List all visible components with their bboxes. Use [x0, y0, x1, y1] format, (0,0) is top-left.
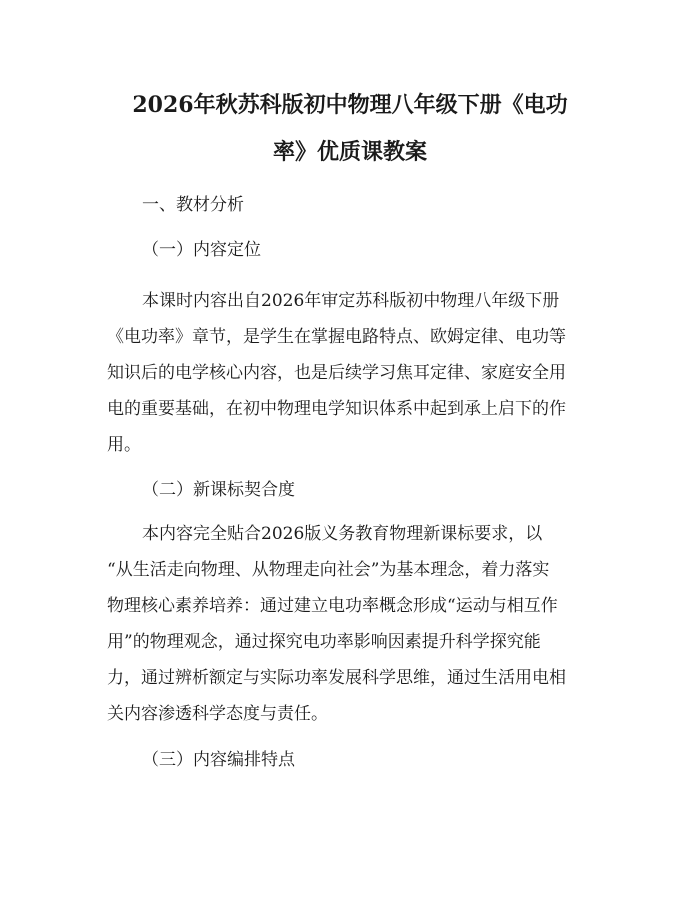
section-heading-textbook-analysis: 一、教材分析	[142, 195, 244, 215]
paragraph-1-line-2: 《电功率》章节，是学生在掌握电路特点、欧姆定律、电功等	[107, 327, 566, 347]
document-title-line-2: 率》优质课教案	[272, 139, 427, 165]
paragraph-2-line-4: 用”的物理观念，通过探究电功率影响因素提升科学探究能	[107, 632, 541, 652]
paragraph-2-line-2: “从生活走向物理、从物理走向社会”为基本理念，着力落实	[107, 560, 550, 580]
paragraph-1-line-3: 知识后的电学核心内容，也是后续学习焦耳定律、家庭安全用	[107, 363, 566, 383]
paragraph-2-line-3: 物理核心素养培养：通过建立电功率概念形成“运动与相互作	[107, 596, 558, 616]
paragraph-2-line-1: 本内容完全贴合2026版义务教育物理新课标要求，以	[142, 524, 543, 544]
subsection-heading-content-arrangement: （三）内容编排特点	[142, 750, 295, 770]
paragraph-1-line-1: 本课时内容出自2026年审定苏科版初中物理八年级下册	[142, 291, 560, 311]
subsection-heading-curriculum-fit: （二）新课标契合度	[142, 480, 295, 500]
paragraph-2-line-6: 关内容渗透科学态度与责任。	[107, 704, 328, 724]
paragraph-1-line-5: 用。	[107, 435, 141, 455]
paragraph-1-line-4: 电的重要基础，在初中物理电学知识体系中起到承上启下的作	[107, 399, 566, 419]
document-title-line-1: 2026年秋苏科版初中物理八年级下册《电功	[132, 92, 568, 118]
subsection-heading-content-positioning: （一）内容定位	[142, 240, 261, 260]
paragraph-2-line-5: 力，通过辨析额定与实际功率发展科学思维，通过生活用电相	[107, 668, 566, 688]
